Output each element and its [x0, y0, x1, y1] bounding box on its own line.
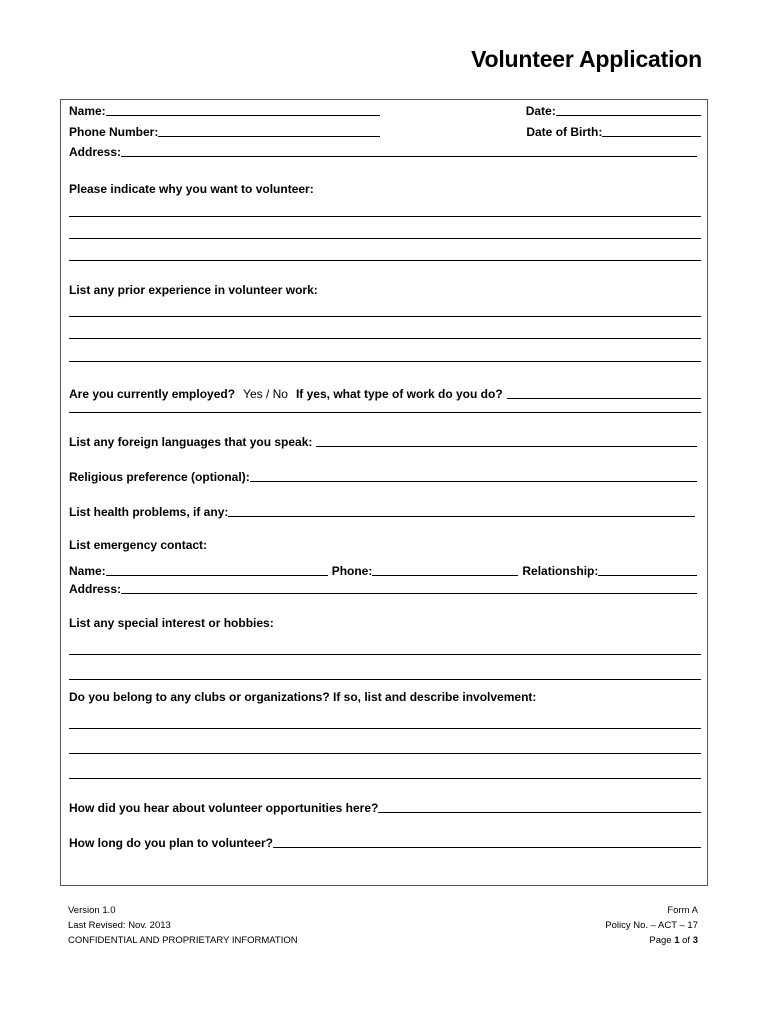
- why-volunteer-line[interactable]: [69, 260, 701, 261]
- interests-line[interactable]: [69, 654, 701, 655]
- how-long-label: How long do you plan to volunteer?: [69, 836, 273, 850]
- employed-label: Are you currently employed?: [69, 387, 236, 401]
- em-relationship-label: Relationship:: [522, 564, 599, 578]
- languages-label: List any foreign languages that you speak:: [69, 435, 313, 449]
- how-long-row: [69, 835, 701, 850]
- confidential-text: CONFIDENTIAL AND PROPRIETARY INFORMATION: [68, 935, 298, 946]
- hear-row: [69, 800, 701, 815]
- page-prefix: Page: [649, 935, 672, 946]
- why-volunteer-line[interactable]: [69, 238, 701, 239]
- page-of: of: [682, 935, 691, 946]
- dob-label: Date of Birth:: [526, 125, 603, 139]
- emergency-heading: [69, 538, 701, 552]
- health-row: [69, 504, 695, 519]
- religion-row: [69, 469, 697, 484]
- address-field[interactable]: [121, 144, 697, 157]
- footer-right: [605, 903, 698, 948]
- clubs-label: Do you belong to any clubs or organizations? If so, list and describe involvement:: [69, 690, 537, 704]
- name-date-row: [69, 103, 701, 118]
- phone-field[interactable]: [158, 124, 380, 137]
- em-name-field[interactable]: [106, 563, 328, 576]
- work-type-field[interactable]: [507, 386, 701, 399]
- em-relationship-field[interactable]: [598, 563, 697, 576]
- em-address-label: Address:: [69, 582, 122, 596]
- emergency-label: List emergency contact:: [69, 538, 208, 552]
- date-label: Date:: [525, 104, 556, 118]
- em-phone-field[interactable]: [372, 563, 518, 576]
- phone-label: Phone Number:: [69, 125, 159, 139]
- date-field[interactable]: [556, 103, 701, 116]
- experience-question: [69, 283, 701, 297]
- dob-field[interactable]: [602, 124, 701, 137]
- form-title: Volunteer Application: [471, 46, 702, 72]
- experience-line[interactable]: [69, 338, 701, 339]
- em-address-field[interactable]: [121, 581, 697, 594]
- yes-no-option[interactable]: Yes / No: [243, 387, 288, 401]
- address-row: [69, 144, 697, 159]
- how-long-field[interactable]: [273, 835, 701, 848]
- hear-label: How did you hear about volunteer opportunities here?: [69, 801, 379, 815]
- application-form: [60, 99, 708, 886]
- em-name-label: Name:: [69, 564, 106, 578]
- page-total: 3: [692, 935, 698, 946]
- health-field[interactable]: [228, 504, 695, 517]
- footer-left: [68, 903, 298, 948]
- clubs-line[interactable]: [69, 728, 701, 729]
- page-current: 1: [674, 935, 680, 946]
- why-volunteer-label: Please indicate why you want to volunteer:: [69, 182, 314, 196]
- religion-field[interactable]: [250, 469, 697, 482]
- employment-row: [69, 386, 701, 401]
- em-phone-label: Phone:: [331, 564, 373, 578]
- experience-line[interactable]: [69, 316, 701, 317]
- phone-dob-row: [69, 124, 701, 139]
- emergency-address-row: [69, 581, 697, 596]
- health-label: List health problems, if any:: [69, 505, 229, 519]
- experience-line[interactable]: [69, 361, 701, 362]
- clubs-line[interactable]: [69, 778, 701, 779]
- page-number: [605, 933, 698, 948]
- experience-label: List any prior experience in volunteer work:: [69, 283, 318, 297]
- version-text: Version 1.0: [68, 905, 116, 916]
- hear-field[interactable]: [378, 800, 701, 813]
- interests-question: [69, 616, 701, 630]
- address-label: Address:: [69, 145, 122, 159]
- interests-label: List any special interest or hobbies:: [69, 616, 274, 630]
- revised-text: Last Revised: Nov. 2013: [68, 920, 171, 931]
- work-type-label: If yes, what type of work do you do?: [295, 387, 503, 401]
- form-id-text: Form A: [667, 905, 698, 916]
- name-field[interactable]: [106, 103, 380, 116]
- religion-label: Religious preference (optional):: [69, 470, 250, 484]
- name-label: Name:: [69, 104, 106, 118]
- languages-field[interactable]: [316, 434, 697, 447]
- why-volunteer-question: [69, 182, 701, 196]
- languages-row: [69, 434, 697, 449]
- clubs-line[interactable]: [69, 753, 701, 754]
- interests-line[interactable]: [69, 679, 701, 680]
- policy-text: Policy No. – ACT – 17: [605, 920, 698, 931]
- clubs-question: [69, 690, 701, 704]
- why-volunteer-line[interactable]: [69, 216, 701, 217]
- emergency-contact-row: [69, 563, 697, 578]
- work-type-line[interactable]: [69, 412, 701, 413]
